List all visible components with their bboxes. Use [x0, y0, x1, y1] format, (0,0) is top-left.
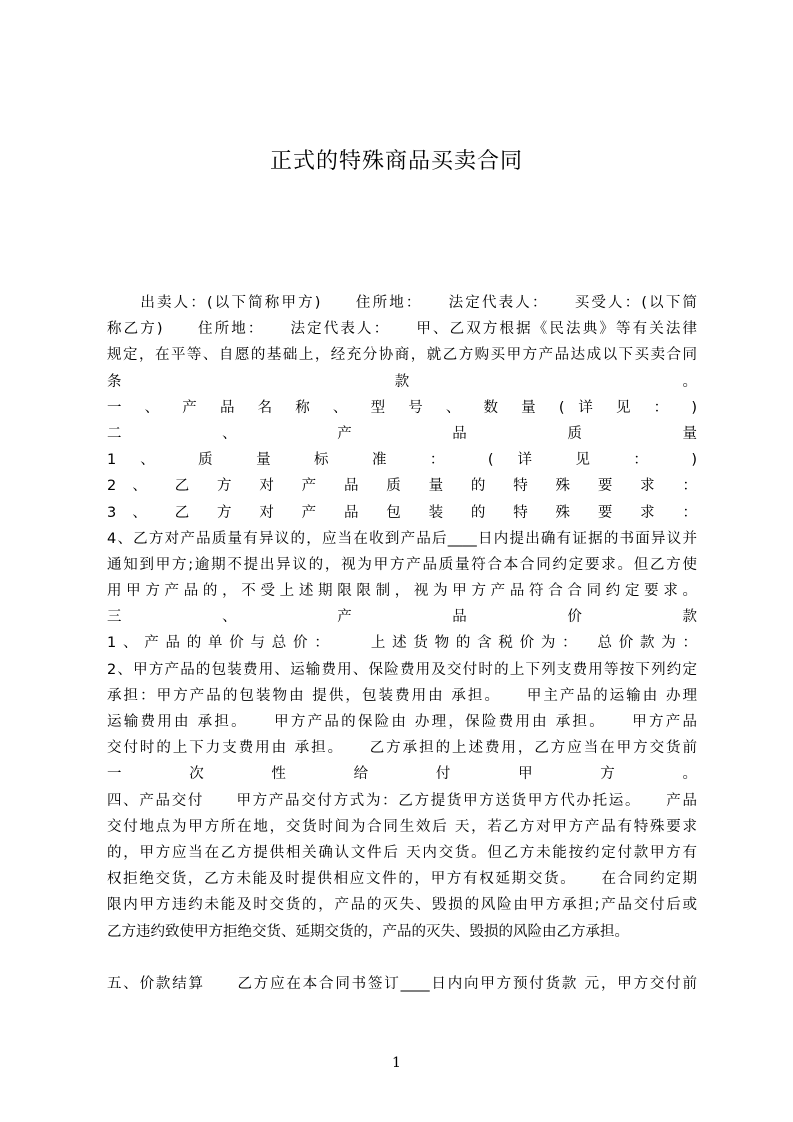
text-line: 权拒绝交货，乙方未能及时提供相应文件的，甲方有权延期交货。 在合同约定期: [107, 871, 697, 888]
text-line: 交付地点为甲方所在地，交货时间为合同生效后 天，若乙方对甲方产品有特殊要求: [107, 818, 697, 835]
text-line: 称乙方) 住所地： 法定代表人： 甲、乙双方根据《民法典》等有关法律: [107, 321, 697, 338]
text-line: 限内甲方违约未能及时交货的，产品的灭失、毁损的风险由甲方承担;产品交付后或: [107, 897, 697, 914]
text-line: 规定，在平等、自愿的基础上，经充分协商，就乙方购买甲方产品达成以下买卖合同: [107, 347, 697, 364]
text-line: 4、乙方对产品质量有异议的，应当在收到产品后____日内提出确有证据的书面异议并: [107, 530, 697, 547]
text-line: 2、甲方产品的包装费用、运输费用、保险费用及交付时的上下列支费用等按下列约定: [107, 661, 697, 678]
text-line: 2 、 乙 方 对 产 品 质 量 的 特 殊 要 求 ：: [107, 478, 697, 495]
document-title: 正式的特殊商品买卖合同: [269, 149, 523, 174]
section-heading: 三 、 产 品 价 款: [107, 609, 697, 626]
section-heading: 一 、 产 品 名 称 、 型 号 、 数 量 ( 详 见 ： ): [107, 399, 697, 416]
section-heading: 二 、 产 品 质 量: [107, 425, 697, 442]
page-number: 1: [392, 1055, 401, 1071]
text-line: 出卖人：(以下简称甲方) 住所地： 法定代表人： 买受人：(以下简: [107, 295, 697, 311]
text-line: 承担：甲方产品的包装物由 提供，包装费用由 承担。 甲主产品的运输由 办理: [107, 687, 697, 704]
text-line: 条 款 。: [107, 373, 697, 390]
text-line: 3 、 乙 方 对 产 品 包 装 的 特 殊 要 求 ：: [107, 504, 697, 521]
text-line: 四、产品交付 甲方产品交付方式为：乙方提货甲方送货甲方代办托运。 产品: [107, 792, 697, 809]
text-line: 通知到甲方;逾期不提出异议的，视为甲方产品质量符合本合同约定要求。但乙方使: [107, 556, 697, 573]
contract-body: [107, 290, 697, 997]
text-line: 用甲方产品的，不受上述期限限制，视为甲方产品符合合同约定要求。: [107, 583, 697, 600]
text-line: 1 、 质 量 标 准 ： ( 详 见 ： ): [107, 452, 697, 469]
text-line: 五、价款结算 乙方应在本合同书签订____日内向甲方预付货款 元，甲方交付前: [107, 975, 697, 992]
text-line: 乙方违约致使甲方拒绝交货、延期交货的，产品的灭失、毁损的风险由乙方承担。: [107, 923, 629, 940]
text-line: 1、产品的单价与总价： 上述货物的含税价为： 总价款为：: [107, 635, 697, 652]
text-line: 交付时的上下力支费用由 承担。 乙方承担的上述费用，乙方应当在甲方交货前: [107, 740, 697, 757]
text-line: 运输费用由 承担。 甲方产品的保险由 办理，保险费用由 承担。 甲方产品: [107, 714, 697, 730]
blank-line: [107, 945, 697, 971]
text-line: 的，甲方应当在乙方提供相关确认文件后 天内交货。但乙方未能按约定付款甲方有: [107, 844, 697, 861]
text-line: 一 次 性 给 付 甲 方 。: [107, 766, 697, 783]
